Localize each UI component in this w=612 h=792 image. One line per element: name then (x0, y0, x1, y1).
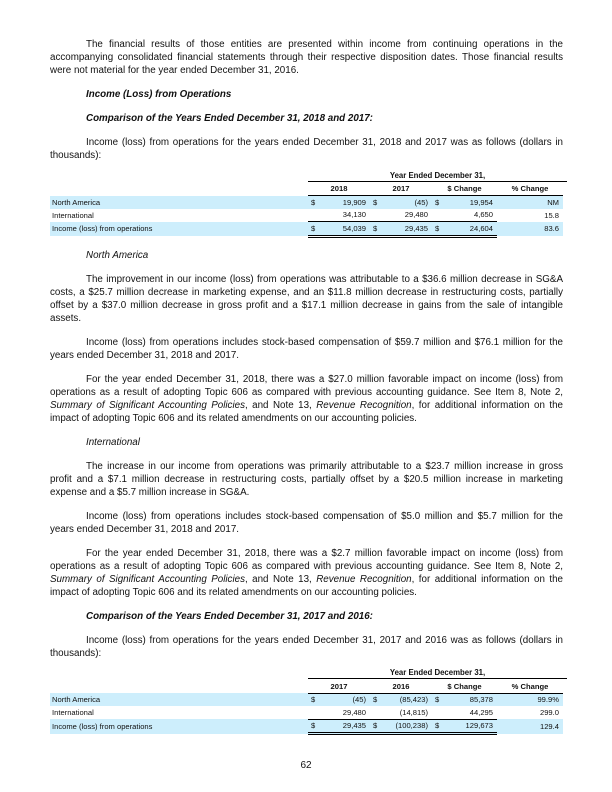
international-paragraph-2: Income (loss) from operations includes stock-based compensation of $5.0 million and $5.7 million for the years ended December 31, 2018 and 2017. (50, 510, 563, 535)
currency-symbol (308, 209, 318, 222)
column-header: 2017 (370, 183, 432, 196)
row-label: Income (loss) from operations (50, 719, 308, 734)
cell-value: 29,480 (404, 210, 428, 220)
intro-paragraph: The financial results of those entities are presented within income from continuing operations in the accompanying consolidated financial statements through their respective disposition dates. Those financial results were not material for the year ended December 31, 2016. (50, 39, 563, 76)
table-group-header: Year Ended December 31, (308, 170, 563, 183)
cell-value: (85,423) (380, 693, 432, 706)
cell-value: 29,480 (342, 707, 366, 717)
cell-value: 99.9% (497, 693, 563, 706)
cell-value: 54,039 (318, 222, 370, 237)
currency-symbol (432, 706, 442, 719)
cell-value: 44,295 (469, 707, 493, 717)
table-row (50, 196, 563, 209)
table-row-total (50, 222, 563, 237)
currency-symbol: $ (308, 693, 318, 706)
cell-value: 29,435 (318, 719, 370, 734)
cell-value: 85,378 (442, 693, 497, 706)
cell-value: 19,909 (318, 196, 370, 209)
cell-value: 15.8 (544, 210, 559, 220)
section-heading: Income (Loss) from Operations (86, 89, 232, 100)
comparison1-heading: Comparison of the Years Ended December 31, 2018 and 2017: (86, 113, 373, 124)
column-header: 2017 (308, 680, 370, 693)
column-header: $ Change (432, 183, 497, 196)
cell-value: 83.6 (497, 222, 563, 237)
column-header: % Change (497, 183, 563, 196)
currency-symbol: $ (308, 196, 318, 209)
international-paragraph-3: For the year ended December 31, 2018, there was a $2.7 million favorable impact on income (loss) from operations as a result of adopting Topic 606 as compared with previous accounting guidance. See Item 8, Note 2, Summary of Significant Accounting Policies, and Note 13, Revenue Recognition, for additional information on the impact of adopting Topic 606 and its related amendments on our accounting policies. (50, 547, 563, 598)
currency-symbol (308, 706, 318, 719)
cell-value: 299.0 (539, 708, 559, 717)
cell-value: (100,238) (380, 719, 432, 734)
column-header: $ Change (432, 680, 497, 693)
comparison2-intro: Income (loss) from operations for the years ended December 31, 2017 and 2016 was as follows (dollars in thousands): (50, 634, 563, 659)
international-paragraph-1: The increase in our income from operations was primarily attributable to a $23.7 million increase in gross profit and a $7.1 million decrease in restructuring costs, partially offset by a $20.5 million increase in marketing expense and a $5.7 million increase in SG&A. (50, 460, 563, 498)
currency-symbol: $ (370, 222, 380, 237)
row-label: North America (50, 693, 308, 706)
cell-value: 19,954 (442, 196, 497, 209)
international-heading: International (86, 436, 140, 448)
north-america-paragraph-1: The improvement in our income (loss) from operations was attributable to a $36.6 million decrease in SG&A costs, a $25.7 million decrease in marketing expense, and an $11.8 million decrease in restructuring costs, partially offset by a $37.0 million decrease in gross profit and a $17.1 million decrease in gains from the sale of intangible assets. (50, 273, 563, 324)
row-label: North America (50, 196, 308, 209)
cell-value: (45) (380, 196, 432, 209)
row-label: Income (loss) from operations (50, 222, 308, 237)
currency-symbol (370, 209, 380, 222)
cell-value: NM (497, 196, 563, 209)
currency-symbol: $ (370, 719, 380, 734)
column-header: 2016 (370, 680, 432, 693)
page-number: 62 (300, 760, 312, 771)
row-label: International (52, 708, 94, 717)
column-header: % Change (497, 680, 563, 693)
currency-symbol: $ (432, 222, 442, 237)
comparison2-heading: Comparison of the Years Ended December 31, 2017 and 2016: (86, 610, 373, 622)
north-america-paragraph-2: Income (loss) from operations includes stock-based compensation of $59.7 million and $76.1 million for the years ended December 31, 2018 and 2017. (50, 336, 563, 361)
currency-symbol (432, 209, 442, 222)
cell-value: 129,673 (442, 719, 497, 734)
document-page (50, 38, 563, 735)
currency-symbol: $ (308, 719, 318, 734)
income-table-2018-2017 (50, 170, 563, 238)
currency-symbol: $ (432, 719, 442, 734)
table-row (50, 209, 563, 222)
table-row (50, 706, 563, 719)
table-row-total (50, 719, 563, 734)
currency-symbol: $ (432, 196, 442, 209)
cell-value: (14,815) (399, 707, 428, 717)
cell-value: 129.4 (497, 719, 563, 734)
cell-value: 24,604 (442, 222, 497, 237)
north-america-heading: North America (86, 249, 149, 261)
currency-symbol: $ (308, 222, 318, 237)
comparison1-intro: Income (loss) from operations for the years ended December 31, 2018 and 2017 was as follows (dollars in thousands): (50, 137, 563, 161)
cell-value: (45) (318, 693, 370, 706)
table-row (50, 693, 563, 706)
cell-value: 4,650 (473, 210, 493, 220)
column-header: 2018 (308, 183, 370, 196)
row-label: International (52, 210, 94, 220)
north-america-paragraph-3: For the year ended December 31, 2018, there was a $27.0 million favorable impact on income (loss) from operations as a result of adopting Topic 606 as compared with previous accounting guidance. See Item 8, Note 2, Summary of Significant Accounting Policies, and Note 13, Revenue Recognition, for additional information on the impact of adopting Topic 606 and its related amendments on our accounting policies. (50, 373, 563, 424)
currency-symbol: $ (370, 693, 380, 706)
cell-value: 29,435 (380, 222, 432, 237)
currency-symbol (370, 706, 380, 719)
table-group-header: Year Ended December 31, (308, 668, 563, 681)
currency-symbol: $ (370, 196, 380, 209)
income-table-2017-2016 (50, 668, 563, 736)
cell-value: 34,130 (342, 210, 366, 220)
currency-symbol: $ (432, 693, 442, 706)
